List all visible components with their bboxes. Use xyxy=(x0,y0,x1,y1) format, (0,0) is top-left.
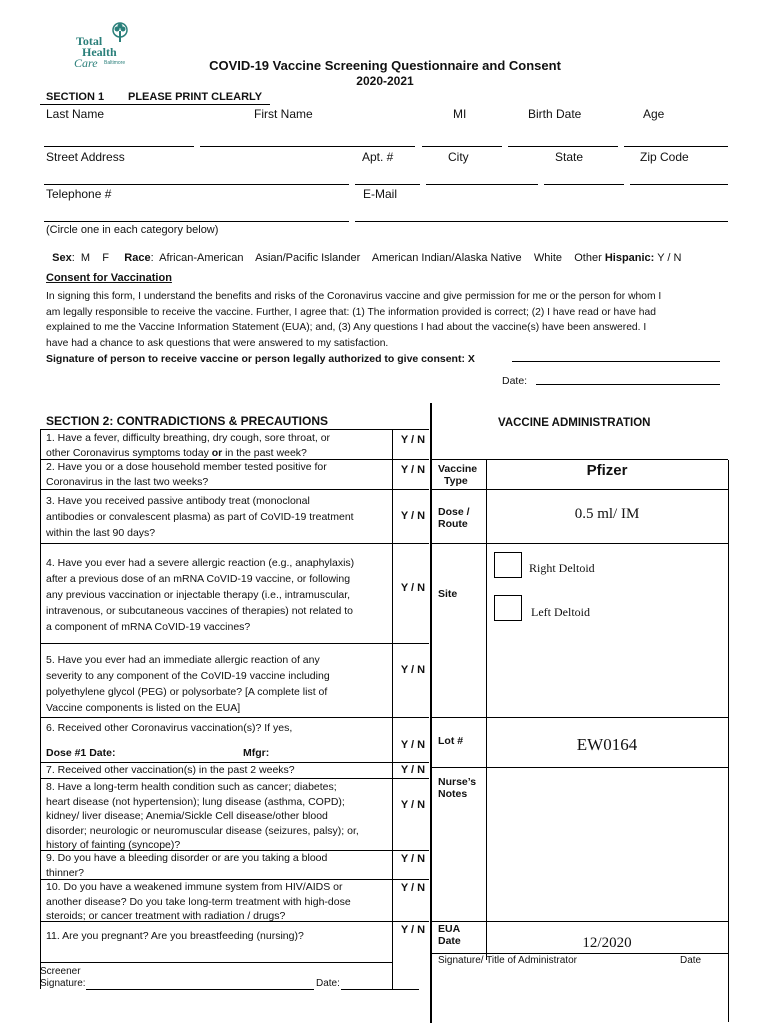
nurses-notes-label: Nurse’s Notes xyxy=(438,776,477,800)
site-label: Site xyxy=(438,588,458,600)
dose-route-value[interactable]: 0.5 ml/ IM xyxy=(574,506,640,522)
section1-instruction: PLEASE PRINT CLEARLY xyxy=(128,91,263,103)
state-label: State xyxy=(555,150,584,164)
birth-date-label: Birth Date xyxy=(528,107,582,121)
apt-field[interactable] xyxy=(355,184,420,185)
email-field[interactable] xyxy=(355,221,728,222)
left-deltoid-label: Left Deltoid xyxy=(531,605,590,619)
vaccine-type-value[interactable]: Pfizer xyxy=(586,462,628,479)
right-deltoid-checkbox[interactable] xyxy=(494,552,522,578)
question-7: 7. Received other vaccination(s) in the past 2 weeks? xyxy=(46,764,295,776)
street-field[interactable] xyxy=(44,184,349,185)
tree-icon xyxy=(108,22,132,46)
question-4: 4. Have you ever had a severe allergic reaction (e.g., anaphylaxis) after a previous dose of an mRNA CoVID-19 vaccine, or following any previous vaccination or injectable therapy (i.e., intramuscular, intravenous, or subcutaneous vaccines of therapies) not related to a component of mRNA CoVID-19 vaccines? xyxy=(46,557,355,633)
vaccine-admin-heading: VACCINE ADMINISTRATION xyxy=(498,417,651,429)
race-label: Race xyxy=(124,252,151,264)
consent-line: have had a chance to ask questions that were answered to my satisfaction. xyxy=(46,337,389,349)
last-name-label: Last Name xyxy=(46,107,105,121)
question-2: 2. Have you or a dose household member tested positive for Coronavirus in the last two weeks? xyxy=(46,461,327,488)
logo-line1: Total xyxy=(76,34,103,48)
telephone-field[interactable] xyxy=(44,221,349,222)
sex-label: Sex xyxy=(52,252,72,264)
q7-yes-no[interactable]: Y / N xyxy=(400,764,426,776)
left-deltoid-checkbox[interactable] xyxy=(494,595,522,621)
race-options[interactable]: African-American Asian/Pacific Islander American Indian/Alaska Native White Other xyxy=(159,252,602,264)
admin-signature-field[interactable] xyxy=(432,968,726,1020)
question-10: 10. Do you have a weakened immune system from HIV/AIDS or another disease? Do you take long-term treatment with high-dose steroids; or cancer treatment with radiation / drugs? xyxy=(46,881,351,922)
question-1: 1. Have a fever, difficulty breathing, dry cough, sore throat, or other Coronavirus symptoms today or in the past week? xyxy=(46,432,331,459)
sex-options[interactable]: M F xyxy=(80,252,109,264)
hispanic-options[interactable]: Y / N xyxy=(657,252,682,264)
dose-route-label: Dose / Route xyxy=(438,506,470,530)
q1-yes-no[interactable]: Y / N xyxy=(400,434,426,446)
first-name-field[interactable] xyxy=(200,146,415,147)
q2-yes-no[interactable]: Y / N xyxy=(400,464,426,476)
page-title: COVID-19 Vaccine Screening Questionnaire and Consent xyxy=(209,58,561,73)
age-field[interactable] xyxy=(624,146,728,147)
zip-field[interactable] xyxy=(630,184,728,185)
q8-yes-no[interactable]: Y / N xyxy=(400,799,426,811)
consent-heading: Consent for Vaccination xyxy=(46,272,172,284)
city-label: City xyxy=(448,150,469,164)
admin-date-label: Date xyxy=(680,955,702,966)
q9-yes-no[interactable]: Y / N xyxy=(400,853,426,865)
hispanic-label: Hispanic: xyxy=(604,252,655,264)
consent-line: am legally responsible to receive the vaccine. Further, I agree that: (1) The information provided is correct; (2) I have read or have had xyxy=(46,306,656,318)
q11-yes-no[interactable]: Y / N xyxy=(400,924,426,936)
question-8: 8. Have a long-term health condition such as cancer; diabetes; heart disease (not hypertension); lung disease (asthma, COPD); kidney/ liver disease; Anemia/Sickle Cell disease/other blood disorder; neurologic or neuromuscular disease (seizures, palsy); or, history of fainting (syncope)? xyxy=(46,781,359,851)
q6-yes-no[interactable]: Y / N xyxy=(400,739,426,751)
mi-field[interactable] xyxy=(422,146,502,147)
screener-date-label: Date: xyxy=(316,978,340,989)
screener-signature-field[interactable] xyxy=(86,989,314,990)
consent-line: In signing this form, I understand the benefits and risks of the Coronavirus vaccine and give permission for me or the person for whom I xyxy=(46,291,662,302)
section2-heading: SECTION 2: CONTRADICTIONS & PRECAUTIONS xyxy=(46,414,329,428)
question-5: 5. Have you ever had an immediate allergic reaction of any severity to any component of the CoVID-19 vaccine including polyethylene glycol (PEG) or polysorbate? [A complete list of Vaccine components is listed on the EUA] xyxy=(46,654,330,714)
q3-yes-no[interactable]: Y / N xyxy=(400,510,426,522)
dose1-date-label: Dose #1 Date: xyxy=(46,747,116,759)
page-year: 2020-2021 xyxy=(356,74,414,88)
first-name-label: First Name xyxy=(254,107,313,121)
city-field[interactable] xyxy=(426,184,538,185)
consent-date-field[interactable] xyxy=(536,384,720,385)
nurses-notes-field[interactable] xyxy=(488,770,726,918)
lot-label: Lot # xyxy=(438,735,464,747)
zip-label: Zip Code xyxy=(640,150,689,164)
consent-signature-label: Signature of person to receive vaccine or person legally authorized to give consent: X xyxy=(46,353,475,365)
logo-line2: Health xyxy=(82,45,117,59)
eua-date-value[interactable]: 12/2020 xyxy=(582,935,632,951)
screener-signature-label: Signature: xyxy=(40,978,86,989)
q4-yes-no[interactable]: Y / N xyxy=(400,582,426,594)
state-field[interactable] xyxy=(544,184,624,185)
screener-label: Screener xyxy=(40,966,81,977)
right-deltoid-label: Right Deltoid xyxy=(529,561,595,575)
section1-label: SECTION 1 xyxy=(46,91,105,103)
q5-yes-no[interactable]: Y / N xyxy=(400,664,426,676)
birth-date-field[interactable] xyxy=(508,146,618,147)
question-11: 11. Are you pregnant? Are you breastfeeding (nursing)? xyxy=(46,930,304,942)
question-9: 9. Do you have a bleeding disorder or are you taking a blood thinner? xyxy=(46,852,328,879)
lot-value[interactable]: EW0164 xyxy=(576,735,638,754)
consent-signature-field[interactable] xyxy=(512,361,720,362)
q10-yes-no[interactable]: Y / N xyxy=(400,882,426,894)
mfgr-label: Mfgr: xyxy=(243,747,270,759)
mi-label: MI xyxy=(453,107,467,121)
consent-line: explained to me the Vaccine Information Statement (EUA); and, (3) Any questions I had about the vaccine(s) have been answered. I xyxy=(46,322,647,333)
demographics-row: Sex: M F Race: African-American Asian/Pacific Islander American Indian/Alaska Native White Other Hispanic: Y / N xyxy=(52,252,682,264)
eua-date-label: EUA Date xyxy=(438,923,461,947)
logo-line3: Care xyxy=(74,56,98,70)
age-label: Age xyxy=(643,107,665,121)
email-label: E-Mail xyxy=(363,187,398,201)
screener-date-field[interactable] xyxy=(341,989,419,990)
consent-paragraph xyxy=(46,289,746,351)
street-label: Street Address xyxy=(46,150,125,164)
question-3: 3. Have you received passive antibody treat (monoclonal antibodies or convalescent plasma) as part of CoVID-19 treatment within the last 90 days? xyxy=(46,495,354,539)
apt-label: Apt. # xyxy=(362,150,394,164)
consent-date-label: Date: xyxy=(502,375,528,387)
vaccine-type-label: Vaccine Type xyxy=(438,463,478,487)
last-name-field[interactable] xyxy=(44,146,194,147)
circle-note: (Circle one in each category below) xyxy=(46,224,219,236)
logo-tagline: Baltimore xyxy=(104,60,126,66)
admin-signature-label: Signature/ Title of Administrator xyxy=(438,955,577,966)
question-6: 6. Received other Coronavirus vaccination(s)? If yes, xyxy=(46,722,293,734)
telephone-label: Telephone # xyxy=(46,187,112,201)
